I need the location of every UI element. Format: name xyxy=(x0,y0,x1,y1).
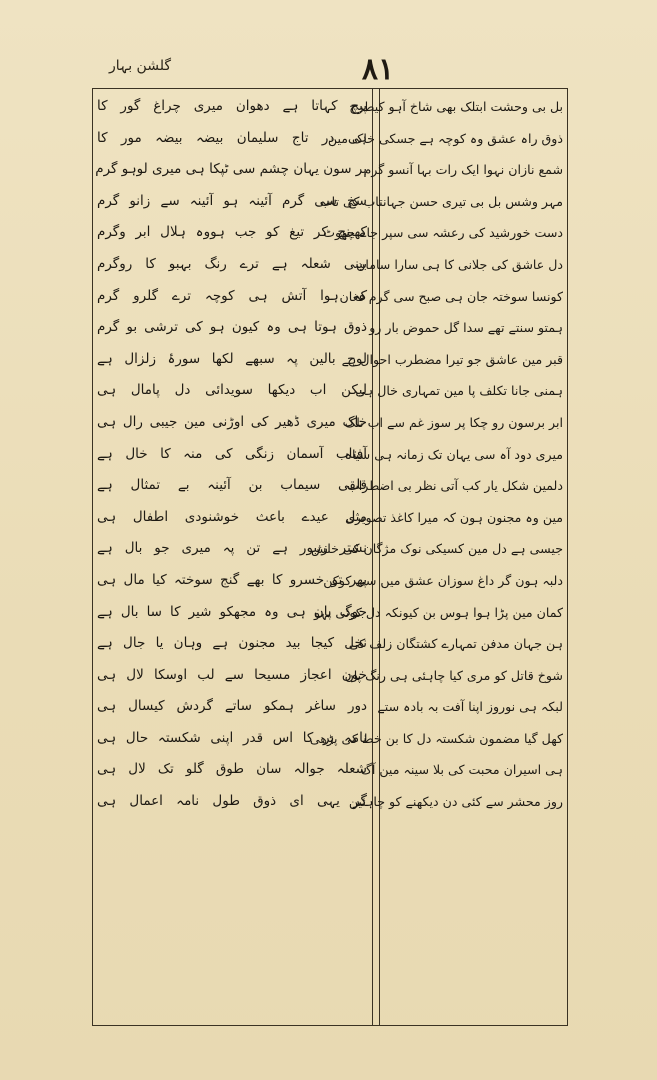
verse-line: دل عاشق کی جلانی کا ہی سارا سامان xyxy=(356,256,563,272)
verse-line: دلبہ ہون گر داغ سوزان عشق میں سی کوکن xyxy=(323,572,563,588)
verse-line: مین وہ مجنون ہون کہ میرا کاغذ تصویری xyxy=(345,509,563,525)
verse-line: جیسی ہے دل مین کسیکی نوک مژگان کی خلش xyxy=(310,541,563,557)
verse-line: نخل کیجا بید مجنون ہے وہان یا جال ہے xyxy=(97,635,367,652)
verse-line: دلمین شکل یار کب آتی نظر بی اضطراب xyxy=(346,478,563,494)
verse-line: ابر برسون رو چکا پر سوز غم سے اب تلک xyxy=(344,414,563,430)
verse-line: گر یہی ای ذوق طول نامہ اعمال ہی xyxy=(97,793,367,810)
verse-line: روز محشر سے کئی دن دیکھنے کو چاہئین xyxy=(348,794,563,810)
verse-line: کونسا سوختہ جان ہی صبح سی گرم فغان xyxy=(339,288,563,304)
text-frame xyxy=(92,88,568,1026)
verse-line: آفتاب آسمان زنگی کی منہ کا خال ہے xyxy=(97,445,367,462)
verse-line: جوگ پان ہی وہ مجھکو شیر کا سا بال ہے xyxy=(97,603,367,620)
verse-line: خاک میری ڈھیر کی اوڑنی مین جیبی رال ہی xyxy=(97,413,367,430)
right-column xyxy=(309,91,563,818)
verse-line: کمان مین پڑا ہوا ہوس بن کیونکہ دل کوئی نہو xyxy=(313,604,563,620)
page-number: ۸۱ xyxy=(361,52,395,87)
verse-line: ہی در تاج سلیمان بیضہ بیضہ مور کا xyxy=(97,129,367,146)
verse-line: قلقی سیماب بن آئینہ بے تمثال ہے xyxy=(97,477,367,494)
verse-line: شوخ قاتل کو مری کیا چاہئی ہی رنگ پان xyxy=(344,667,563,683)
verse-line: شعلہ جوالہ سان طوق گلو تک لال ہی xyxy=(97,761,367,778)
verse-line: ہمتو سنتے تھے سدا گل حموض بار رو xyxy=(369,320,563,336)
verse-line: ہمنی جانا تکلف پا مین تمہاری خال ہی xyxy=(355,383,563,399)
verse-line: بل بی وحشت ابتلک بھی شاخ آہو کیطرح xyxy=(349,99,563,114)
verse-line: ہی اسیران محبت کی بلا سینہ مین آگ xyxy=(360,762,563,778)
verse-line: پھر تو خسرو کا بھے گنج سوختہ کیا مال ہی xyxy=(97,571,367,588)
verse-line: خون اعجاز مسیحا سے لب اوسکا لال ہی xyxy=(97,666,367,683)
verse-line: مہر وشس بل بی تیری حسن جہانتاب کی تاب xyxy=(319,193,563,209)
verse-line: لبکہ ہی نوروز اپنا آفت بہ بادہ ستے xyxy=(377,699,563,715)
verse-line: شمع نازان نہوا ایک رات بہا آنسو گرم xyxy=(363,162,563,178)
verse-line: سخ سی گرم آئینہ ہو آئینہ سے زانو گرم xyxy=(97,192,367,209)
verse-line: کھینچ کر تیغ کو جب ہووہ ہلال ابر وگرم xyxy=(97,224,367,241)
running-title: گلشن بہار xyxy=(108,58,172,74)
verse-line: لوح بالین پہ سبھے لکھا سورۂ زلزال ہے xyxy=(97,350,367,367)
verse-line: لیکن اب دیکھا سویدائی دل پامال ہی xyxy=(97,382,367,399)
verse-line: دور ساغر ہمکو ساتے گردش کیسال ہی xyxy=(97,698,367,715)
verse-line: قبر مین عاشق جو تیرا مضطرب احوال ہے xyxy=(341,351,563,367)
verse-line: پیچ کہاتا ہے دھوان میری چراغ گور کا xyxy=(97,98,367,114)
verse-line: نشتر زنبور ہے تن پہ میری جو بال ہے xyxy=(97,540,367,557)
verse-line: بر سون یہان چشم سی ٹپکا ہی میری لوہو گرم xyxy=(95,161,367,178)
verse-line: مثل عیدے باعث خوشنودی اطفال ہی xyxy=(97,508,367,525)
verse-line: دست خورشید کی رعشہ سی سپر جاے چھوٹ xyxy=(323,225,563,241)
verse-line: بینی شعلہ ہے ترے رنگ بہبو کا روگرم xyxy=(97,255,367,272)
left-column xyxy=(97,91,367,818)
verse-line: نامہ بر کا اس قدر اپنی شکستہ حال ہی xyxy=(97,729,367,746)
verse-line: ذوق راہ عشق وہ کوچہ ہے جسکی خاک مین xyxy=(327,130,563,146)
verse-line: کھل گیا مضمون شکستہ دل کا بن خط کی پڑھی xyxy=(309,730,563,746)
verse-line: کہ ہوا آتش ہی کوچہ ترے گلرو گرم xyxy=(97,287,367,304)
verse-line: ہن جہان مدفن تمہارے کشتگان زلف کی xyxy=(348,636,563,652)
verse-line: میری دود آہ سی یہان تک زمانہ ہی سیاہ xyxy=(344,446,563,462)
verse-line: ذوق ہوتا ہی وہ کیون ہو کی ترشی بو گرم xyxy=(97,319,367,336)
